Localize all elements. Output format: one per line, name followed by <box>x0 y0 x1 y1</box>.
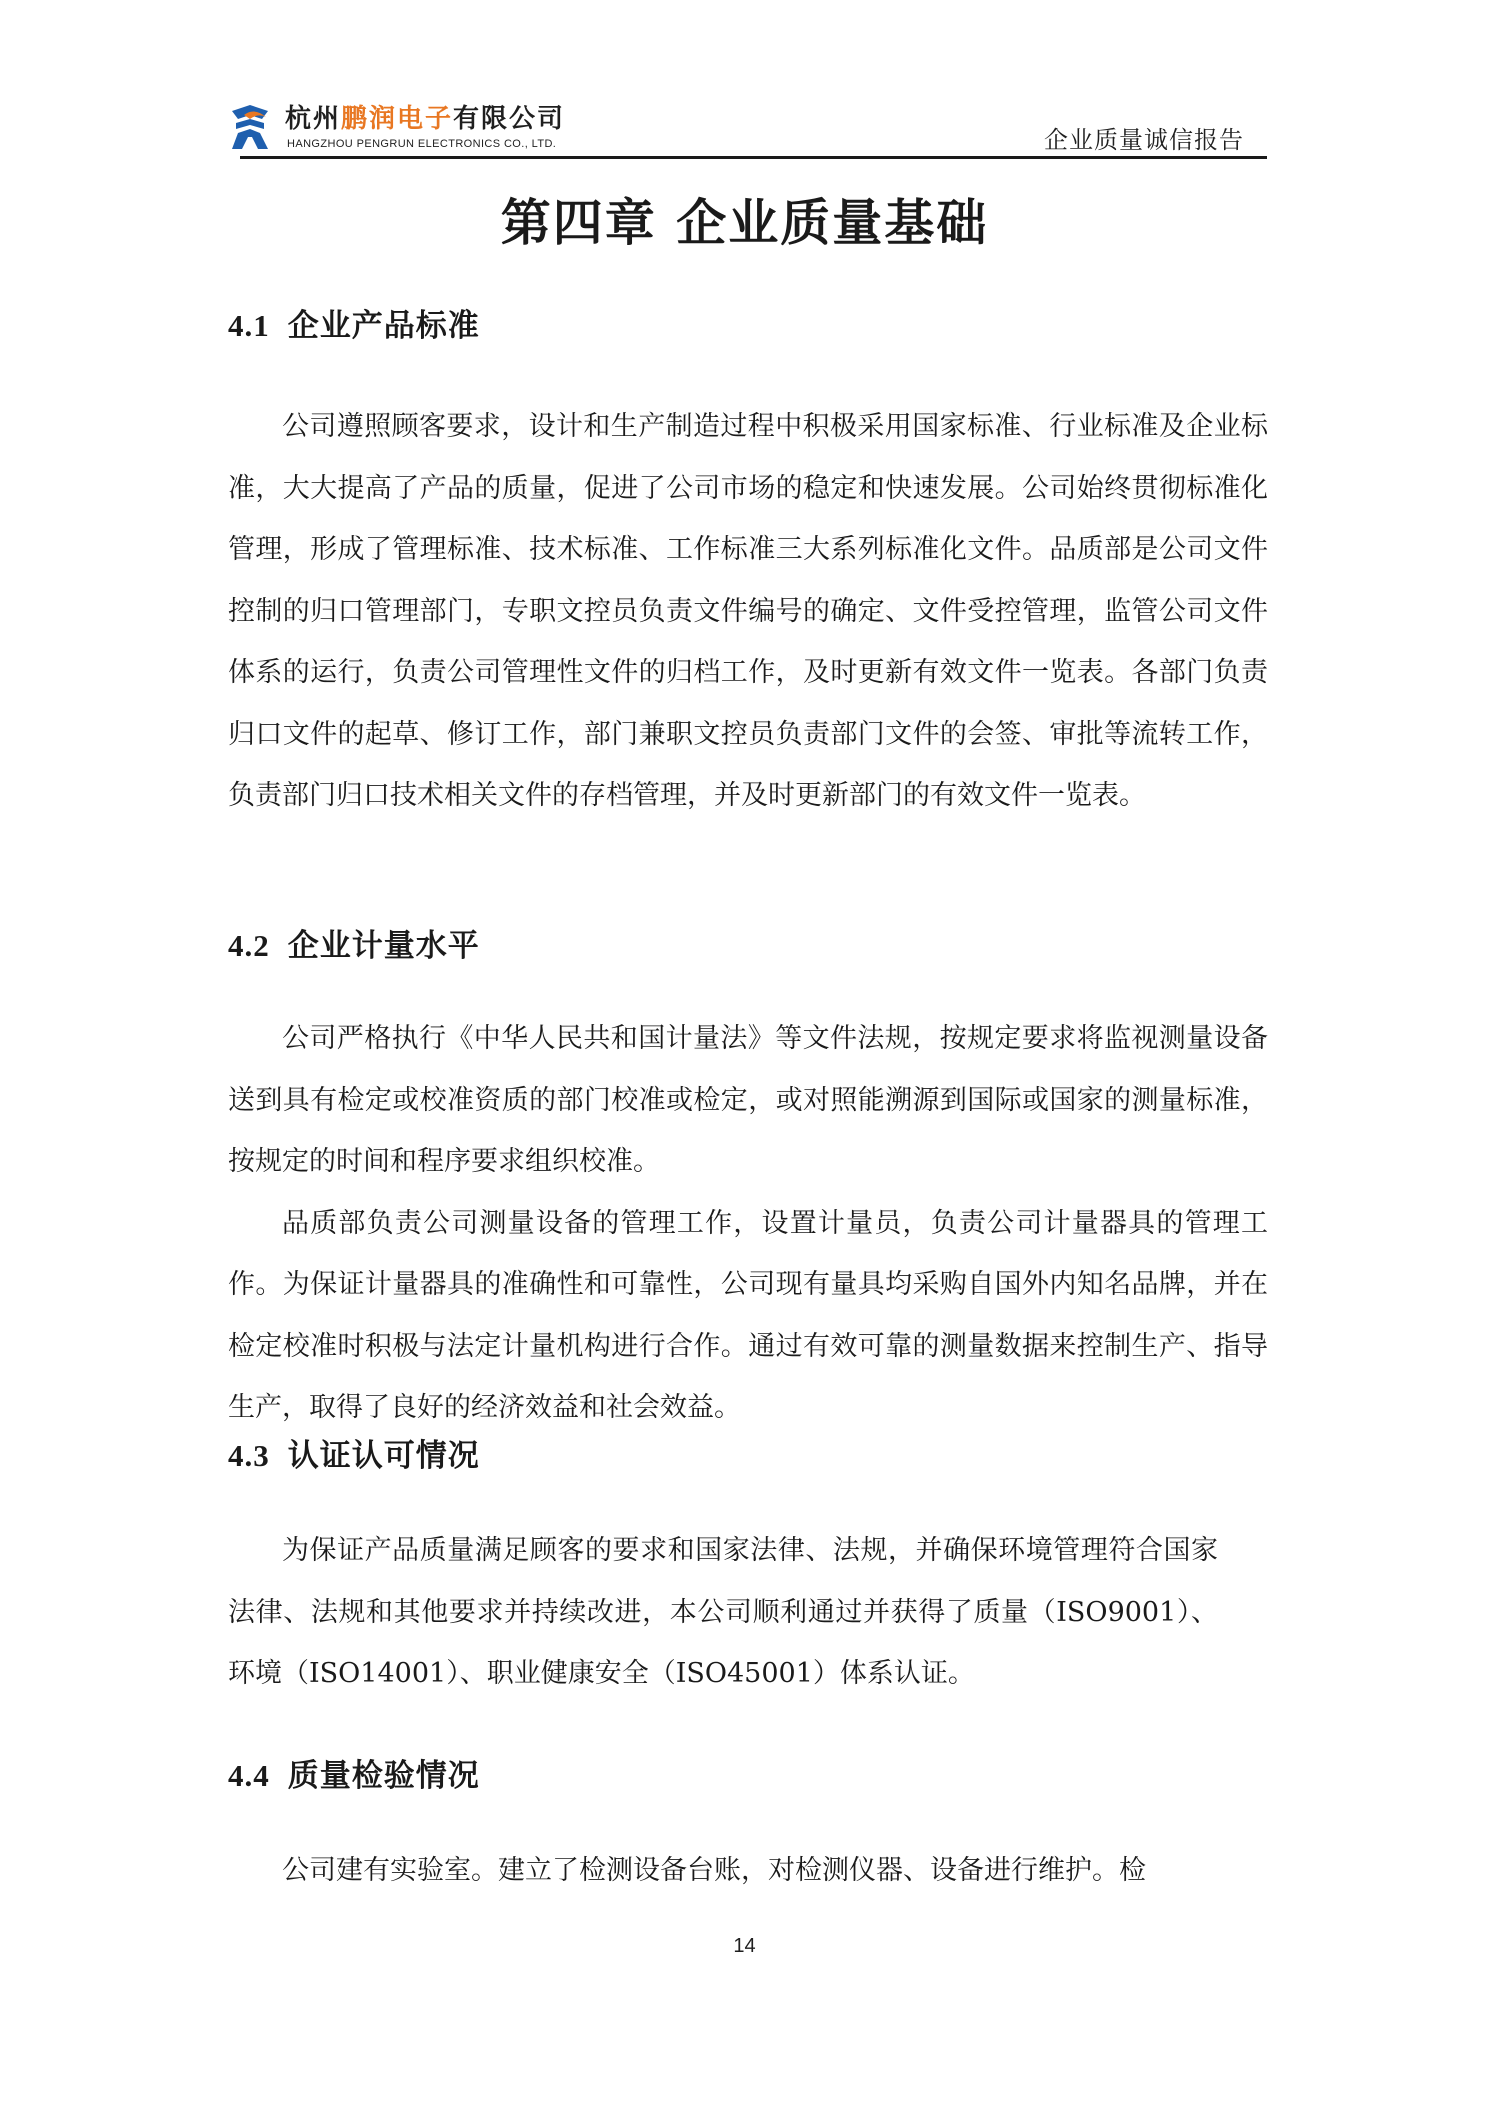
section-number: 4.4 <box>228 1758 270 1793</box>
section-number: 4.3 <box>228 1438 270 1473</box>
section-number: 4.1 <box>228 308 270 343</box>
section-4-3 <box>228 1430 1218 1705</box>
section-title: 企业产品标准 <box>287 308 480 344</box>
chapter-title: 第四章 企业质量基础 <box>500 193 989 252</box>
paragraph: 公司遵照顾客要求，设计和生产制造过程中积极采用国家标准、行业标准及企业标准，大大提高了产品的质量，促进了公司市场的稳定和快速发展。公司始终贯彻标准化管理，形成了管理标准、技术标准、工作标准三大系列标准化文件。品质部是公司文件控制的归口管理部门，专职文控员负责文件编号的确定、文件受控管理，监管公司文件体系的运行，负责公司管理性文件的归档工作，及时更新有效文件一览表。各部门负责归口文件的起草、修订工作，部门兼职文控员负责部门文件的会签、审批等流转工作，负责部门归口技术相关文件的存档管理，并及时更新部门的有效文件一览表。 <box>228 411 1268 811</box>
section-4-1 <box>228 300 1268 827</box>
page-header <box>0 0 1489 160</box>
paragraph: 公司建有实验室。建立了检测设备台账，对检测仪器、设备进行维护。检 <box>282 1855 1146 1886</box>
section-title: 质量检验情况 <box>287 1758 480 1794</box>
section-4-4 <box>228 1750 1248 1902</box>
section-4-2 <box>228 920 1268 1439</box>
paragraph: 为保证产品质量满足顾客的要求和国家法律、法规，并确保环境管理符合国家法律、法规和其他要求并持续改进，本公司顺利通过并获得了质量（ISO9001）、环境（ISO14001）、职业健康安全（ISO45001）体系认证。 <box>228 1535 1218 1689</box>
company-name-accent: 鹏润电子 <box>341 104 454 134</box>
paragraph: 公司严格执行《中华人民共和国计量法》等文件法规，按规定要求将监视测量设备送到具有检定或校准资质的部门校准或检定，或对照能溯源到国际或国家的测量标准，按规定的时间和程序要求组织校准。 <box>228 1023 1268 1177</box>
page-number: 14 <box>733 1935 756 1957</box>
pengrun-logo-icon <box>228 103 272 151</box>
section-heading <box>228 920 1268 972</box>
paragraph: 品质部负责公司测量设备的管理工作，设置计量员，负责公司计量器具的管理工作。为保证计量器具的准确性和可靠性，公司现有量具均采购自国外内知名品牌，并在检定校准时积极与法定计量机构进行合作。通过有效可靠的测量数据来控制生产、指导生产，取得了良好的经济效益和社会效益。 <box>228 1207 1268 1423</box>
section-heading <box>228 1750 1248 1802</box>
section-title: 企业计量水平 <box>287 928 480 964</box>
section-heading <box>228 1430 1218 1482</box>
section-heading <box>228 300 1268 352</box>
company-name-en: HANGZHOU PENGRUN ELECTRONICS CO., LTD. <box>287 138 557 150</box>
header-divider <box>240 156 1267 159</box>
company-name-cn: 杭州鹏润电子有限公司 <box>285 104 566 134</box>
section-number: 4.2 <box>228 928 270 963</box>
section-title: 认证认可情况 <box>287 1438 480 1474</box>
report-title: 企业质量诚信报告 <box>1044 126 1244 154</box>
